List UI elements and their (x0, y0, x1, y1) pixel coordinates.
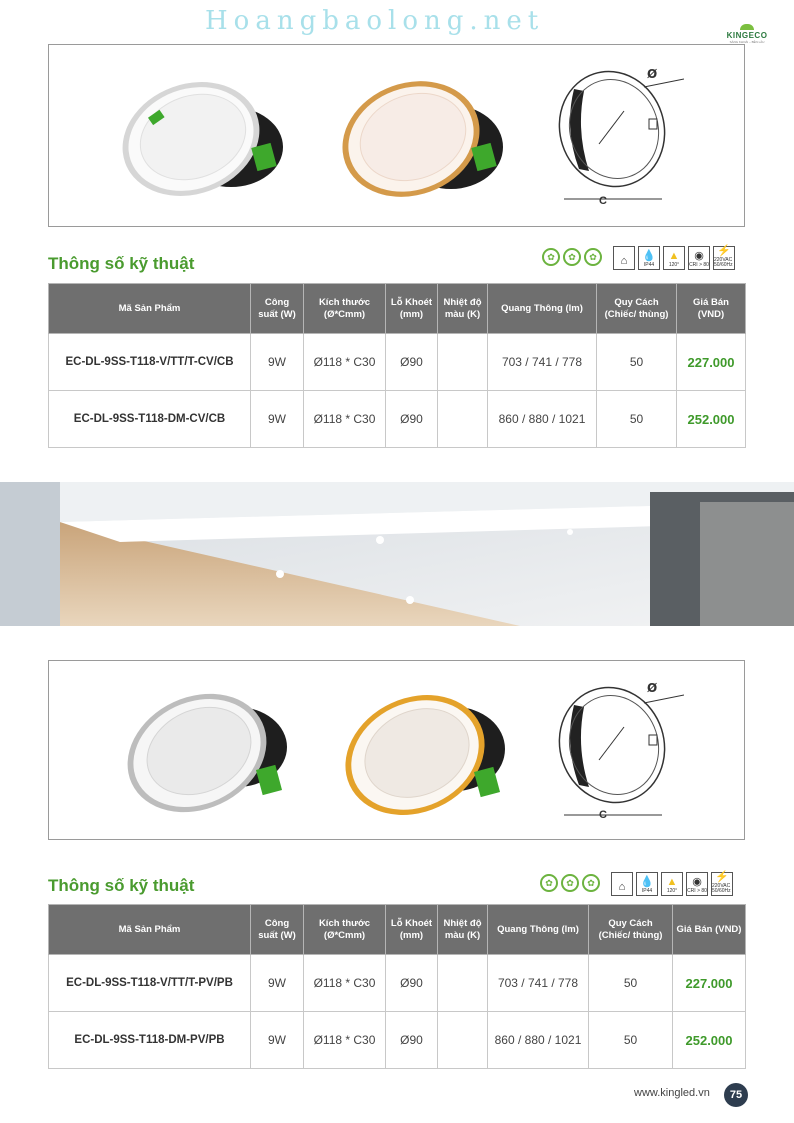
spec-table (48, 904, 746, 1069)
lumen-cell: 703 / 741 / 778 (488, 334, 597, 391)
lumen-cell: 860 / 880 / 1021 (488, 1012, 589, 1069)
column-header: Công suất (W) (251, 905, 304, 955)
size-cell: Ø118 * C30 (304, 1012, 386, 1069)
cutout-cell: Ø90 (386, 955, 438, 1012)
spec-table (48, 283, 746, 448)
cutout-cell: Ø90 (386, 391, 438, 448)
section-title: Thông số kỹ thuật (48, 876, 195, 895)
downlight-gold-image (337, 679, 512, 819)
product-code: EC-DL-9SS-T118-DM-CV/CB (49, 391, 251, 448)
price-cell: 252.000 (677, 391, 746, 448)
column-header: Lỗ Khoét (mm) (386, 905, 438, 955)
lumen-cell: 860 / 880 / 1021 (488, 391, 597, 448)
power-cell: 9W (251, 1012, 304, 1069)
downlight-gold-image (339, 73, 509, 203)
pack-cell: 50 (597, 334, 677, 391)
price-cell: 252.000 (673, 1012, 746, 1069)
leaf-logo-icon (740, 24, 754, 30)
downlight-silver-image (119, 75, 289, 200)
table-header-row (49, 905, 746, 955)
product-code: EC-DL-9SS-T118-V/TT/T-PV/PB (49, 955, 251, 1012)
column-header: Kích thước (Ø*Cmm) (304, 905, 386, 955)
product-images-box (48, 44, 745, 227)
brand-logo (720, 24, 774, 44)
column-header: Mã Sản Phẩm (49, 284, 251, 334)
cri-icon: ◉ CRI > 80 (686, 872, 708, 896)
cutout-cell: Ø90 (386, 334, 438, 391)
pack-cell: 50 (589, 955, 673, 1012)
color-temp-cell (438, 391, 488, 448)
column-header: Giá Bán (VND) (677, 284, 746, 334)
color-temp-cell (438, 334, 488, 391)
column-header: Nhiệt độ màu (K) (438, 905, 488, 955)
column-header: Giá Bán (VND) (673, 905, 746, 955)
eco-bulb-icon: ✿ (540, 874, 558, 892)
product-code: EC-DL-9SS-T118-DM-PV/PB (49, 1012, 251, 1069)
column-header: Quy Cách (Chiếc/ thùng) (597, 284, 677, 334)
column-header: Quang Thông (lm) (488, 284, 597, 334)
page-number-badge: 75 (724, 1083, 748, 1107)
dimension-diameter-label: Ø (647, 681, 658, 695)
brand-tagline: SÁNG KHOÁI – BỀN LÂU (729, 40, 765, 44)
beam-angle-icon: ▲ 120° (663, 246, 685, 270)
section-title: Thông số kỹ thuật (48, 254, 195, 273)
price-cell: 227.000 (673, 955, 746, 1012)
eco-bulb-icon: ✿ (582, 874, 600, 892)
product-code: EC-DL-9SS-T118-V/TT/T-CV/CB (49, 334, 251, 391)
size-cell: Ø118 * C30 (304, 391, 386, 448)
table-row (49, 391, 746, 448)
ip44-icon: 💧 IP44 (638, 246, 660, 270)
spec-icon-row (542, 246, 735, 270)
size-cell: Ø118 * C30 (304, 955, 386, 1012)
eco-bulb-icon: ✿ (542, 248, 560, 266)
power-cell: 9W (251, 955, 304, 1012)
indoor-icon: ⌂ (611, 872, 633, 896)
table-row (49, 955, 746, 1012)
eco-bulb-icon: ✿ (561, 874, 579, 892)
eco-bulb-icon: ✿ (563, 248, 581, 266)
cri-icon: ◉ CRI > 80 (688, 246, 710, 270)
interior-ceiling-photo (0, 482, 794, 626)
dimension-diameter-label: Ø (647, 67, 658, 81)
voltage-icon: ⚡ 220VAC 50/60Hz (711, 872, 733, 896)
spec-icon-row (540, 872, 733, 896)
table-row (49, 334, 746, 391)
product-images-box (48, 660, 745, 840)
table-header-row (49, 284, 746, 334)
color-temp-cell (438, 955, 488, 1012)
watermark-text: Hoangbaolong.net (205, 6, 545, 36)
column-header: Mã Sản Phẩm (49, 905, 251, 955)
dimension-height-label: C (599, 195, 607, 207)
table-row (49, 1012, 746, 1069)
column-header: Quy Cách (Chiếc/ thùng) (589, 905, 673, 955)
column-header: Kích thước (Ø*Cmm) (304, 284, 386, 334)
dimension-height-label: C (599, 809, 607, 821)
column-header: Công suất (W) (251, 284, 304, 334)
cutout-cell: Ø90 (386, 1012, 438, 1069)
pack-cell: 50 (589, 1012, 673, 1069)
footer-website-link[interactable]: www.kingled.vn (634, 1087, 710, 1099)
column-header: Lỗ Khoét (mm) (386, 284, 438, 334)
beam-angle-icon: ▲ 120° (661, 872, 683, 896)
eco-bulb-icon: ✿ (584, 248, 602, 266)
color-temp-cell (438, 1012, 488, 1069)
brand-name: KINGECO (726, 31, 768, 40)
downlight-silver-image (119, 679, 294, 814)
indoor-icon: ⌂ (613, 246, 635, 270)
power-cell: 9W (251, 391, 304, 448)
pack-cell: 50 (597, 391, 677, 448)
dimension-drawing (544, 675, 684, 825)
voltage-icon: ⚡ 220VAC 50/60Hz (713, 246, 735, 270)
power-cell: 9W (251, 334, 304, 391)
lumen-cell: 703 / 741 / 778 (488, 955, 589, 1012)
size-cell: Ø118 * C30 (304, 334, 386, 391)
dimension-drawing (544, 59, 684, 209)
price-cell: 227.000 (677, 334, 746, 391)
column-header: Quang Thông (lm) (488, 905, 589, 955)
column-header: Nhiệt độ màu (K) (438, 284, 488, 334)
ip44-icon: 💧 IP44 (636, 872, 658, 896)
